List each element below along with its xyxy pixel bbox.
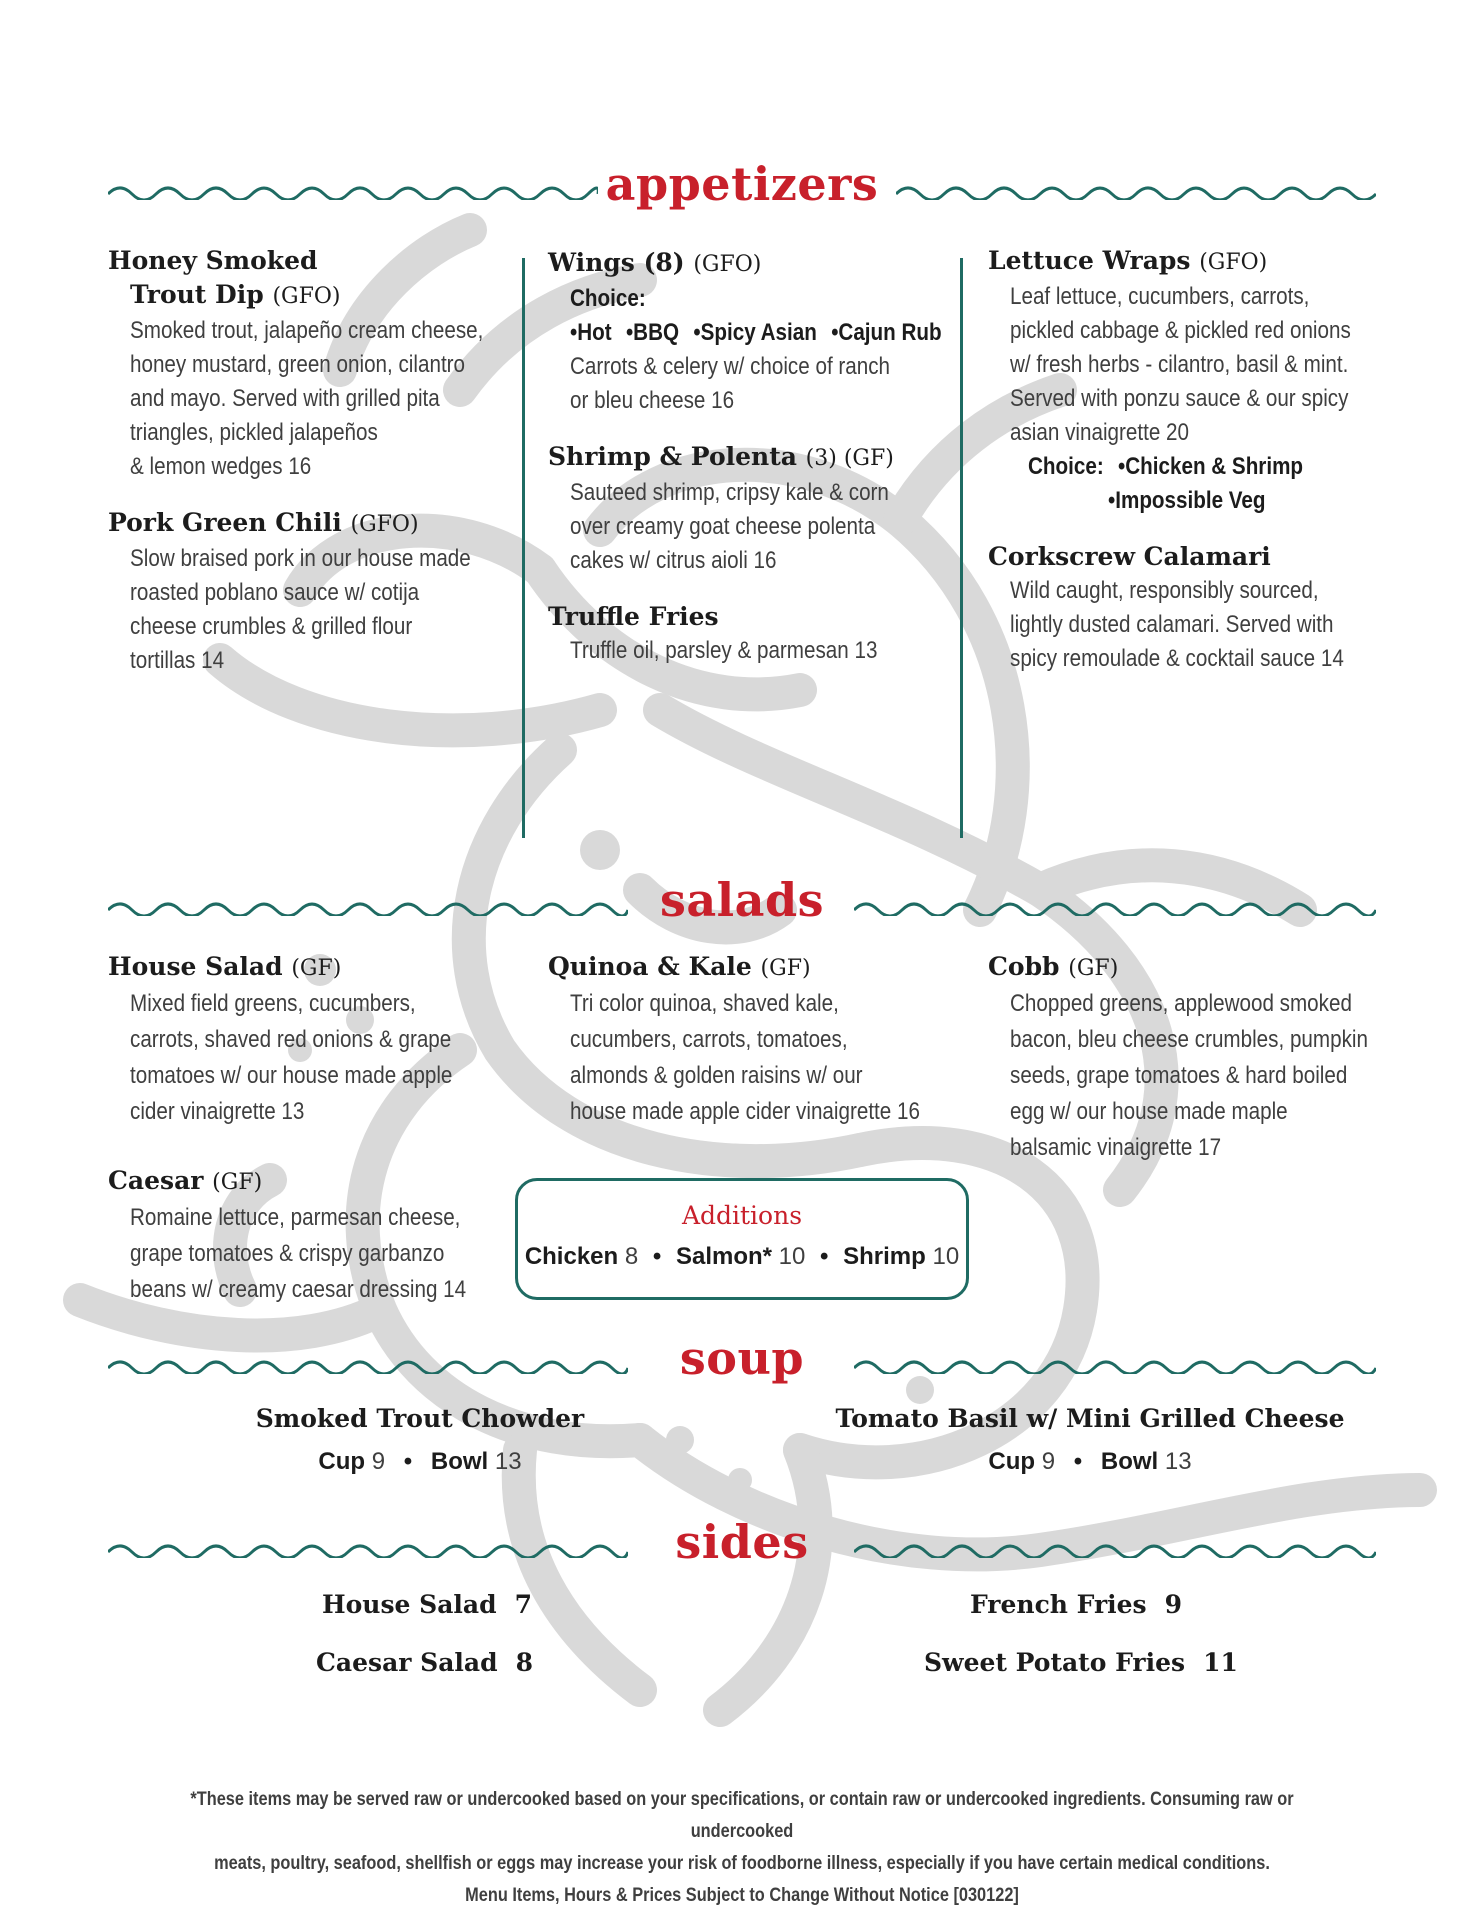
- section-title-sides: sides: [675, 1515, 809, 1569]
- sides-header: [108, 1514, 1376, 1584]
- choice-label: Choice:: [570, 285, 646, 312]
- item-description: Leaf lettuce, cucumbers, carrots, pickled cabbage & pickled red onions w/ fresh herbs - cilantro, basil & mint. Served with ponzu sauce & our spicy asian vinaigrette 20: [1010, 283, 1351, 446]
- menu-item: [548, 950, 968, 1130]
- soup-item-prices: Cup 9 • Bowl 13: [318, 1448, 522, 1475]
- item-name: Lettuce Wraps (GFO): [988, 246, 1268, 275]
- item-description: Romaine lettuce, parmesan cheese, grape tomatoes & crispy garbanzo beans w/ creamy caesar dressing 14: [130, 1204, 467, 1303]
- menu-item: [108, 244, 508, 484]
- menu-item: [988, 950, 1388, 1166]
- menu-item: [548, 246, 968, 418]
- soup-item-prices: Cup 9 • Bowl 13: [988, 1448, 1192, 1475]
- wave-divider-icon: [854, 1538, 1376, 1558]
- menu-item: [988, 540, 1388, 676]
- soup-item-name: Smoked Trout Chowder: [255, 1404, 585, 1433]
- choice-options: •Hot •BBQ •Spicy Asian •Cajun Rub: [570, 319, 942, 346]
- menu-item: [108, 1164, 508, 1308]
- item-name: Honey Smoked: [108, 246, 318, 275]
- side-item: Sweet Potato Fries 11: [924, 1648, 1238, 1677]
- salads-column-3: [988, 950, 1388, 1188]
- column-divider: [522, 258, 525, 838]
- side-item: House Salad 7: [322, 1590, 532, 1619]
- item-name: Shrimp & Polenta (3) (GF): [548, 442, 894, 471]
- item-description: Slow braised pork in our house made roasted poblano sauce w/ cotija cheese crumbles & grilled flour tortillas 14: [130, 545, 471, 674]
- appetizers-column-2: [548, 246, 968, 690]
- section-title-appetizers: appetizers: [605, 157, 879, 211]
- section-title-salads: salads: [659, 873, 825, 927]
- item-name: Caesar (GF): [108, 1166, 263, 1195]
- item-name: Truffle Fries: [548, 602, 719, 631]
- item-description: Carrots & celery w/ choice of ranch or bleu cheese 16: [570, 353, 891, 414]
- side-item: Caesar Salad 8: [316, 1648, 533, 1677]
- wave-divider-icon: [854, 896, 1376, 916]
- salads-column-2: [548, 950, 968, 1152]
- side-item: French Fries 9: [970, 1590, 1183, 1619]
- salads-header: [108, 872, 1376, 942]
- appetizers-column-3: [988, 244, 1388, 698]
- item-description: Sauteed shrimp, cripsy kale & corn over creamy goat cheese polenta cakes w/ citrus aioli 16: [570, 479, 889, 574]
- footer-disclaimer: *These items may be served raw or undercooked based on your specifications, or contain raw or undercooked ingredients. Consuming raw or undercooked meats, poultry, seafood, shellfish or eggs may increase your risk of foodborne illness, especially if you have certain medical conditions. Menu Items, Hours & Prices Subject to Change Without Notice [030122]: [190, 1789, 1294, 1906]
- item-description: Smoked trout, jalapeño cream cheese, honey mustard, green onion, cilantro and mayo. Served with grilled pita triangles, pickled jalapeños & lemon wedges 16: [130, 317, 484, 480]
- column-divider: [960, 258, 963, 838]
- item-description: Wild caught, responsibly sourced, lightly dusted calamari. Served with spicy remoulade & cocktail sauce 14: [1010, 577, 1344, 672]
- wave-divider-icon: [896, 180, 1376, 200]
- choice-options: Choice: •Chicken & Shrimp: [1028, 453, 1304, 480]
- menu-item: [548, 440, 968, 578]
- appetizers-header: [108, 156, 1376, 226]
- additions-box: [515, 1178, 969, 1300]
- item-description: Mixed field greens, cucumbers, carrots, shaved red onions & grape tomatoes w/ our house made apple cider vinaigrette 13: [130, 990, 453, 1125]
- appetizers-column-1: [108, 244, 508, 700]
- item-name: Trout Dip (GFO): [130, 280, 341, 309]
- item-description: Tri color quinoa, shaved kale, cucumbers, carrots, tomatoes, almonds & golden raisins w/ our house made apple cider vinaigrette 16: [570, 990, 920, 1125]
- item-name: House Salad (GF): [108, 952, 342, 981]
- item-description: Chopped greens, applewood smoked bacon, bleu cheese crumbles, pumpkin seeds, grape tomatoes & hard boiled egg w/ our house made maple balsamic vinaigrette 17: [1010, 990, 1368, 1161]
- item-name: Pork Green Chili (GFO): [108, 508, 419, 537]
- choice-options: •Impossible Veg: [1108, 487, 1266, 514]
- additions-list: Chicken 8 • Salmon* 10 • Shrimp 10: [524, 1243, 960, 1270]
- item-name: Quinoa & Kale (GF): [548, 952, 811, 981]
- wave-divider-icon: [854, 1354, 1376, 1374]
- menu-item: [988, 244, 1388, 518]
- menu-item: [108, 950, 508, 1130]
- section-title-soup: soup: [679, 1331, 805, 1385]
- item-name: Wings (8) (GFO): [548, 248, 762, 277]
- menu-item: [548, 600, 968, 668]
- item-description: Truffle oil, parsley & parmesan 13: [570, 637, 878, 664]
- additions-title: Additions: [681, 1201, 803, 1230]
- item-name: Corkscrew Calamari: [988, 542, 1271, 571]
- item-name: Cobb (GF): [988, 952, 1119, 981]
- menu-item: [108, 506, 508, 678]
- salads-column-1: [108, 950, 508, 1330]
- soup-header: [108, 1330, 1376, 1400]
- soup-item-name: Tomato Basil w/ Mini Grilled Cheese: [835, 1404, 1345, 1433]
